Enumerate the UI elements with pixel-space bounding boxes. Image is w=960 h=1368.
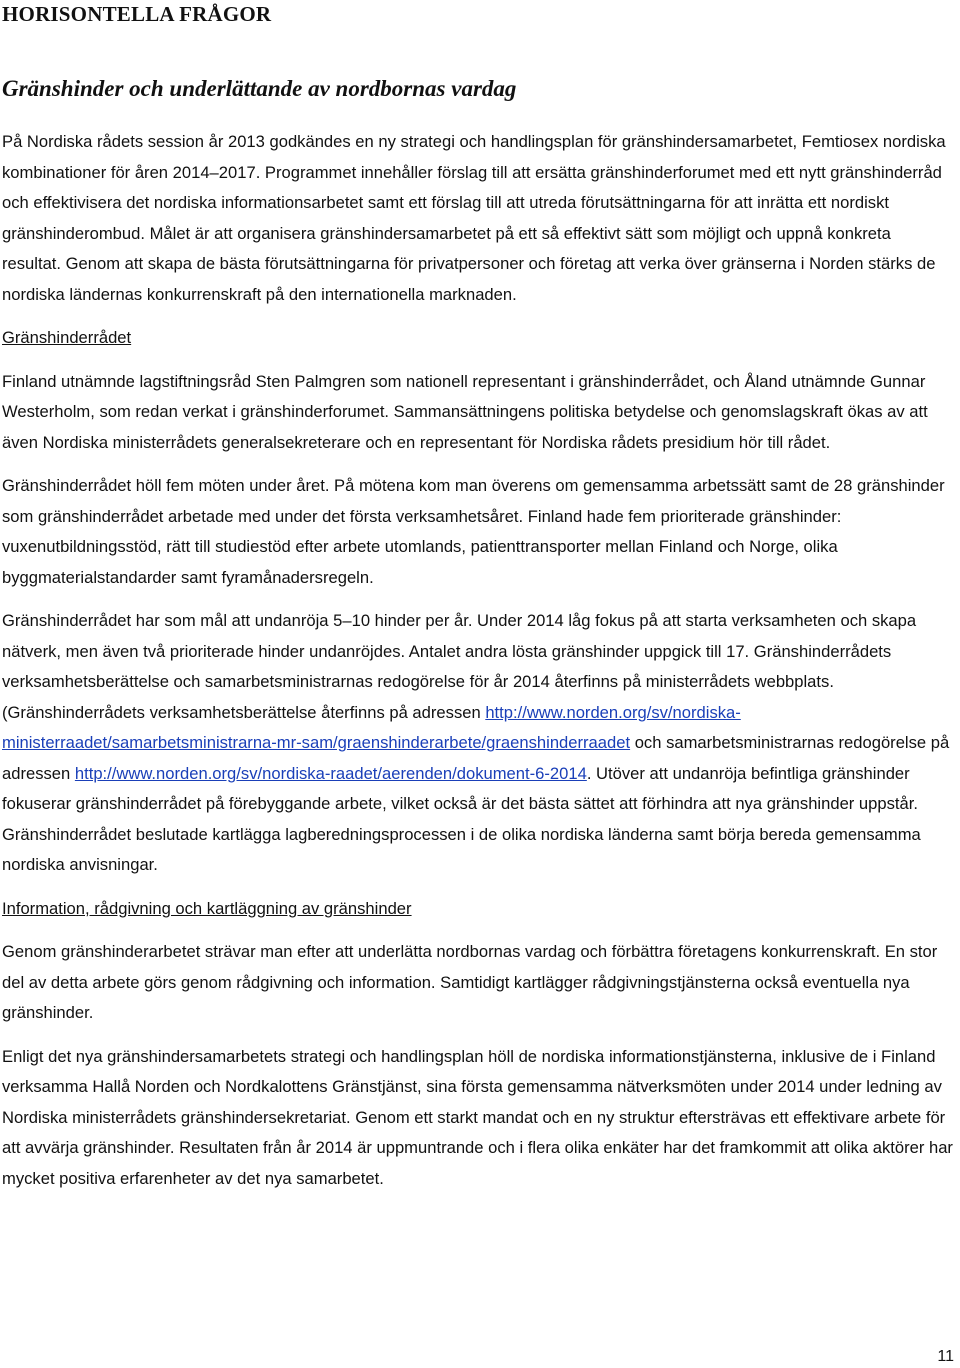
- paragraph-information: Genom gränshinderarbetet strävar man efter att underlätta nordbornas vardag och förbättra företagens konkurrenskraft. En stor del av detta arbete görs genom rådgivning och information. Samtidigt kartlägger rådgivningstjänsterna också eventuella nya gränshinder.: [2, 942, 938, 1022]
- link-verksamhetsberattelse[interactable]: http://www.norden.org/sv/nordiska-ministerraadet/samarbetsministrarna-mr-sam/graenshinderarbete/graenshinderraadet: [2, 702, 741, 752]
- goals-text-start: Gränshinderrådet har som mål att undanröja 5–10 hinder per år. Under 2014 låg fokus på att starta verksamheten och skapa nätverk, men även två prioriterade hinder undanröjdes. Antalet andra lösta gränshinder uppgick till 17. Gränshinderrådets verksamhetsberättelse och samarbetsministrarnas redogörelse för år 2014 återfinns på ministerrådets webbplats. (Gränshinderrådets verksamhetsberättelse återfinns på adressen: [2, 611, 917, 722]
- document-title: HORISONTELLA FRÅGOR: [2, 2, 272, 26]
- intro-paragraph: På Nordiska rådets session år 2013 godkändes en ny strategi och handlingsplan för gränshindersamarbetet, Femtiosex nordiska kombinationer för åren 2014–2017. Programmet innehåller förslag till att ersätta gränshinderforumet med ett nytt gränshinderråd och effektivisera det nordiska informationsarbetet samt ett förslag till att utreda förutsättningarna för att inrätta ett nordiskt gränshinderombud. Målet är att organisera gränshindersamarbetet på ett så effektivt sätt som möjligt och uppnå konkreta resultat. Genom att skapa de bästa förutsättningarna för privatpersoner och företag att verka över gränserna i Norden stärks de nordiska ländernas konkurrenskraft på den internationella marknaden.: [2, 132, 946, 304]
- document-body: [2, 127, 954, 1207]
- page-number: 11: [937, 1348, 954, 1365]
- link-redogorelse[interactable]: http://www.norden.org/sv/nordiska-raadet/aerenden/dokument-6-2014: [74, 763, 587, 783]
- paragraph-network: Enligt det nya gränshindersamarbetets strategi och handlingsplan höll de nordiska informationstjänsterna, inklusive de i Finland verksamma Hallå Norden och Nordkalottens Gränstjänst, sina första gemensamma nätverksmöten under 2014 under ledning av Nordiska ministerrådets gränshindersekretariat. Genom ett starkt mandat och en ny struktur eftersträvas ett effektivare arbete för att avvärja gränshinder. Resultaten från år 2014 är uppmuntrande och i flera olika enkäter har det framkommit att olika aktörer har mycket positiva erfarenheter av det nya samarbetet.: [2, 1046, 953, 1188]
- goals-text-end: . Utöver att undanröja befintliga gränshinder fokuserar gränshinderrådet på förebyggande arbete, vilket också är det bästa sättet att förhindra att nya gränshinder uppstår. Gränshinderrådet beslutade kartlägga lagberedningsprocessen i de olika nordiska länderna samt börja bereda gemensamma nordiska anvisningar.: [2, 763, 921, 874]
- paragraph-goals: [2, 606, 954, 881]
- goals-text-middle: och samarbetsministrarnas redogörelse på adressen: [2, 733, 950, 783]
- section-heading: Gränshinder och underlättande av nordbornas vardag: [2, 76, 517, 101]
- paragraph-meetings: Gränshinderrådet höll fem möten under året. På mötena kom man överens om gemensamma arbetssätt samt de 28 gränshinder som gränshinderrådet arbetade med under det första verksamhetsåret. Finland hade fem prioriterade gränshinder: vuxenutbildningsstöd, rätt till studiestöd efter arbete utomlands, patienttransporter mellan Finland och Norge, olika byggmaterialstandarder samt fyramånadersregeln.: [2, 476, 945, 587]
- subheading-information: Information, rådgivning och kartläggning av gränshinder: [2, 898, 412, 918]
- subheading-granshinderradet: Gränshinderrådet: [2, 328, 132, 347]
- paragraph-representatives: Finland utnämnde lagstiftningsråd Sten Palmgren som nationell representant i gränshinderrådet, och Åland utnämnde Gunnar Westerholm, som redan verkat i gränshinderforumet. Sammansättningens politiska betydelse och genomslagskraft ökas av att även Nordiska ministerrådets generalsekreterare och en representant för Nordiska rådets presidium hör till rådet.: [2, 371, 928, 452]
